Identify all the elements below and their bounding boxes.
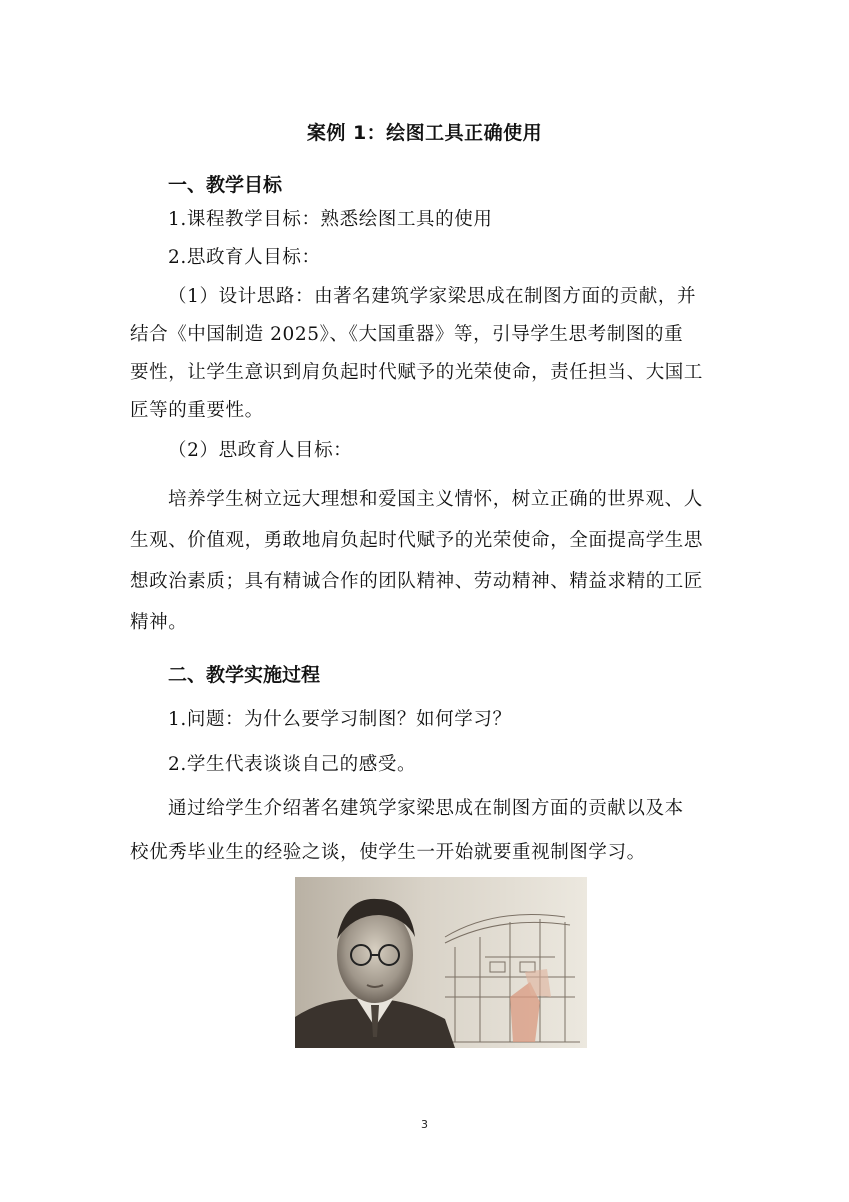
page-title: 案例 1：绘图工具正确使用 <box>306 122 543 144</box>
ideology-goal-subheading: （2）思政育人目标： <box>168 440 353 461</box>
ideology-goal-line-1: 培养学生树立远大理想和爱国主义情怀，树立正确的世界观、人 <box>168 489 703 510</box>
ideology-goal-item: 2.思政育人目标： <box>168 247 321 268</box>
ideology-goal-line-4: 精神。 <box>130 612 188 633</box>
intro-paragraph-line-2: 校优秀毕业生的经验之谈，使学生一开始就要重视制图学习。 <box>130 842 646 863</box>
design-idea-line-3: 要性，让学生意识到肩负起时代赋予的光荣使命，责任担当、大国工 <box>130 362 704 383</box>
question-item: 1.问题：为什么要学习制图？如何学习？ <box>168 709 512 730</box>
page-number: 3 <box>421 1118 428 1131</box>
course-goal-item: 1.课程教学目标：熟悉绘图工具的使用 <box>168 209 493 230</box>
intro-paragraph-line-1: 通过给学生介绍著名建筑学家梁思成在制图方面的贡献以及本 <box>168 798 684 819</box>
design-idea-line-2: 结合《中国制造 2025》、《大国重器》等，引导学生思考制图的重 <box>130 324 684 345</box>
design-idea-line-1: （1）设计思路：由著名建筑学家梁思成在制图方面的贡献，并 <box>168 286 697 307</box>
section-heading-implementation: 二、教学实施过程 <box>168 664 321 686</box>
portrait-and-architectural-drawing-image <box>295 877 587 1048</box>
design-idea-line-4: 匠等的重要性。 <box>130 400 264 421</box>
section-heading-teaching-goals: 一、教学目标 <box>168 174 283 196</box>
student-feedback-item: 2.学生代表谈谈自己的感受。 <box>168 754 417 775</box>
ideology-goal-line-3: 想政治素质；具有精诚合作的团队精神、劳动精神、精益求精的工匠 <box>130 571 704 592</box>
ideology-goal-line-2: 生观、价值观，勇敢地肩负起时代赋予的光荣使命，全面提高学生思 <box>130 530 704 551</box>
